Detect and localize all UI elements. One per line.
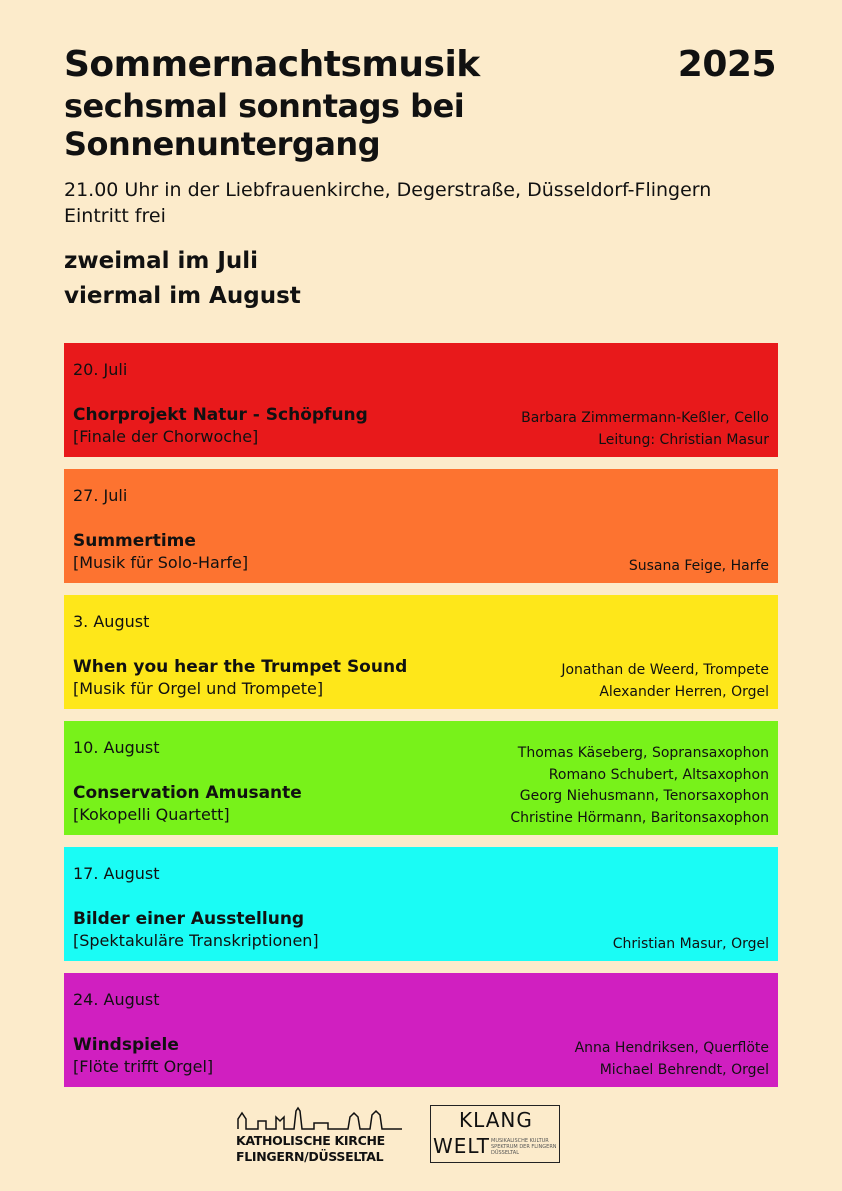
performer: Susana Feige, Harfe [628, 557, 769, 574]
event-subtitle: [Finale der Chorwoche] [73, 427, 259, 446]
event-date: 20. Juli [73, 360, 128, 379]
poster-year: 2025 [677, 44, 776, 85]
kirche-line2: FLINGERN/DÜSSELTAL [236, 1149, 384, 1164]
performer: Romano Schubert, Altsaxophon [548, 766, 769, 783]
performer: Alexander Herren, Orgel [599, 683, 769, 700]
event-subtitle: [Kokopelli Quartett] [73, 805, 230, 824]
event-card [64, 721, 778, 835]
event-card [64, 469, 778, 583]
event-title: Windspiele [73, 1035, 179, 1055]
performer: Christian Masur, Orgel [612, 935, 769, 952]
klang-text: KLANG [459, 1108, 533, 1132]
entry-note: Eintritt frei [64, 205, 166, 227]
logo-row [236, 1105, 560, 1165]
event-performers [521, 408, 769, 451]
event-date: 24. August [73, 990, 160, 1009]
event-card [64, 595, 778, 709]
poster-header [64, 44, 776, 229]
welt-text: WELT [433, 1134, 491, 1158]
event-subtitle: [Musik für Solo-Harfe] [73, 553, 249, 572]
performer: Anna Hendriksen, Querflöte [574, 1040, 769, 1056]
performer: Christine Hörmann, Baritonsaxophon [510, 809, 769, 826]
event-date: 10. August [73, 738, 160, 757]
performer: Leitung: Christian Masur [598, 431, 769, 448]
event-performers [613, 934, 769, 956]
months-summary [64, 244, 301, 314]
event-subtitle: [Spektakuläre Transkriptionen] [73, 931, 319, 950]
poster-subtitle: sechsmal sonntags bei Sonnenuntergang [64, 87, 465, 163]
event-title: Chorprojekt Natur - Schöpfung [73, 405, 368, 425]
event-title: Summertime [73, 531, 196, 551]
kirche-line1: KATHOLISCHE KIRCHE [236, 1133, 385, 1148]
performer: Georg Niehusmann, Tenorsaxophon [519, 788, 769, 804]
klang-small-text: MUSIKALISCHE KULTUR SPEKTRUM DER FLINGERN DÜSSELTAL [491, 1138, 557, 1156]
event-subtitle: [Musik für Orgel und Trompete] [73, 679, 324, 698]
klangwelt-logo [430, 1105, 560, 1163]
performer: Barbara Zimmermann-Keßler, Cello [521, 410, 769, 426]
event-subtitle: [Flöte trifft Orgel] [73, 1057, 214, 1076]
event-title: When you hear the Trumpet Sound [73, 657, 408, 677]
performer: Michael Behrendt, Orgel [599, 1061, 769, 1078]
event-title: Conservation Amusante [73, 783, 302, 803]
event-date: 27. Juli [73, 486, 128, 505]
months-line-august: viermal im August [64, 283, 301, 309]
performer: Jonathan de Weerd, Trompete [561, 662, 769, 678]
performer: Thomas Käseberg, Sopransaxophon [517, 745, 769, 761]
event-performers [575, 1038, 769, 1081]
months-line-july: zweimal im Juli [64, 248, 259, 274]
event-date: 17. August [73, 864, 160, 883]
event-card [64, 973, 778, 1087]
event-title: Bilder einer Ausstellung [73, 909, 305, 929]
event-performers [510, 743, 769, 829]
title-row [64, 44, 776, 85]
poster-title: Sommernachtsmusik [64, 44, 480, 85]
event-list [64, 343, 778, 1099]
church-skyline-icon [236, 1105, 404, 1131]
time-place: 21.00 Uhr in der Liebfrauenkirche, Degerstraße, Düsseldorf-Flingern [64, 179, 712, 201]
katholische-kirche-logo [236, 1105, 404, 1165]
event-date: 3. August [73, 612, 150, 631]
event-card [64, 343, 778, 457]
event-card [64, 847, 778, 961]
event-performers [561, 660, 769, 703]
event-performers [629, 556, 769, 578]
